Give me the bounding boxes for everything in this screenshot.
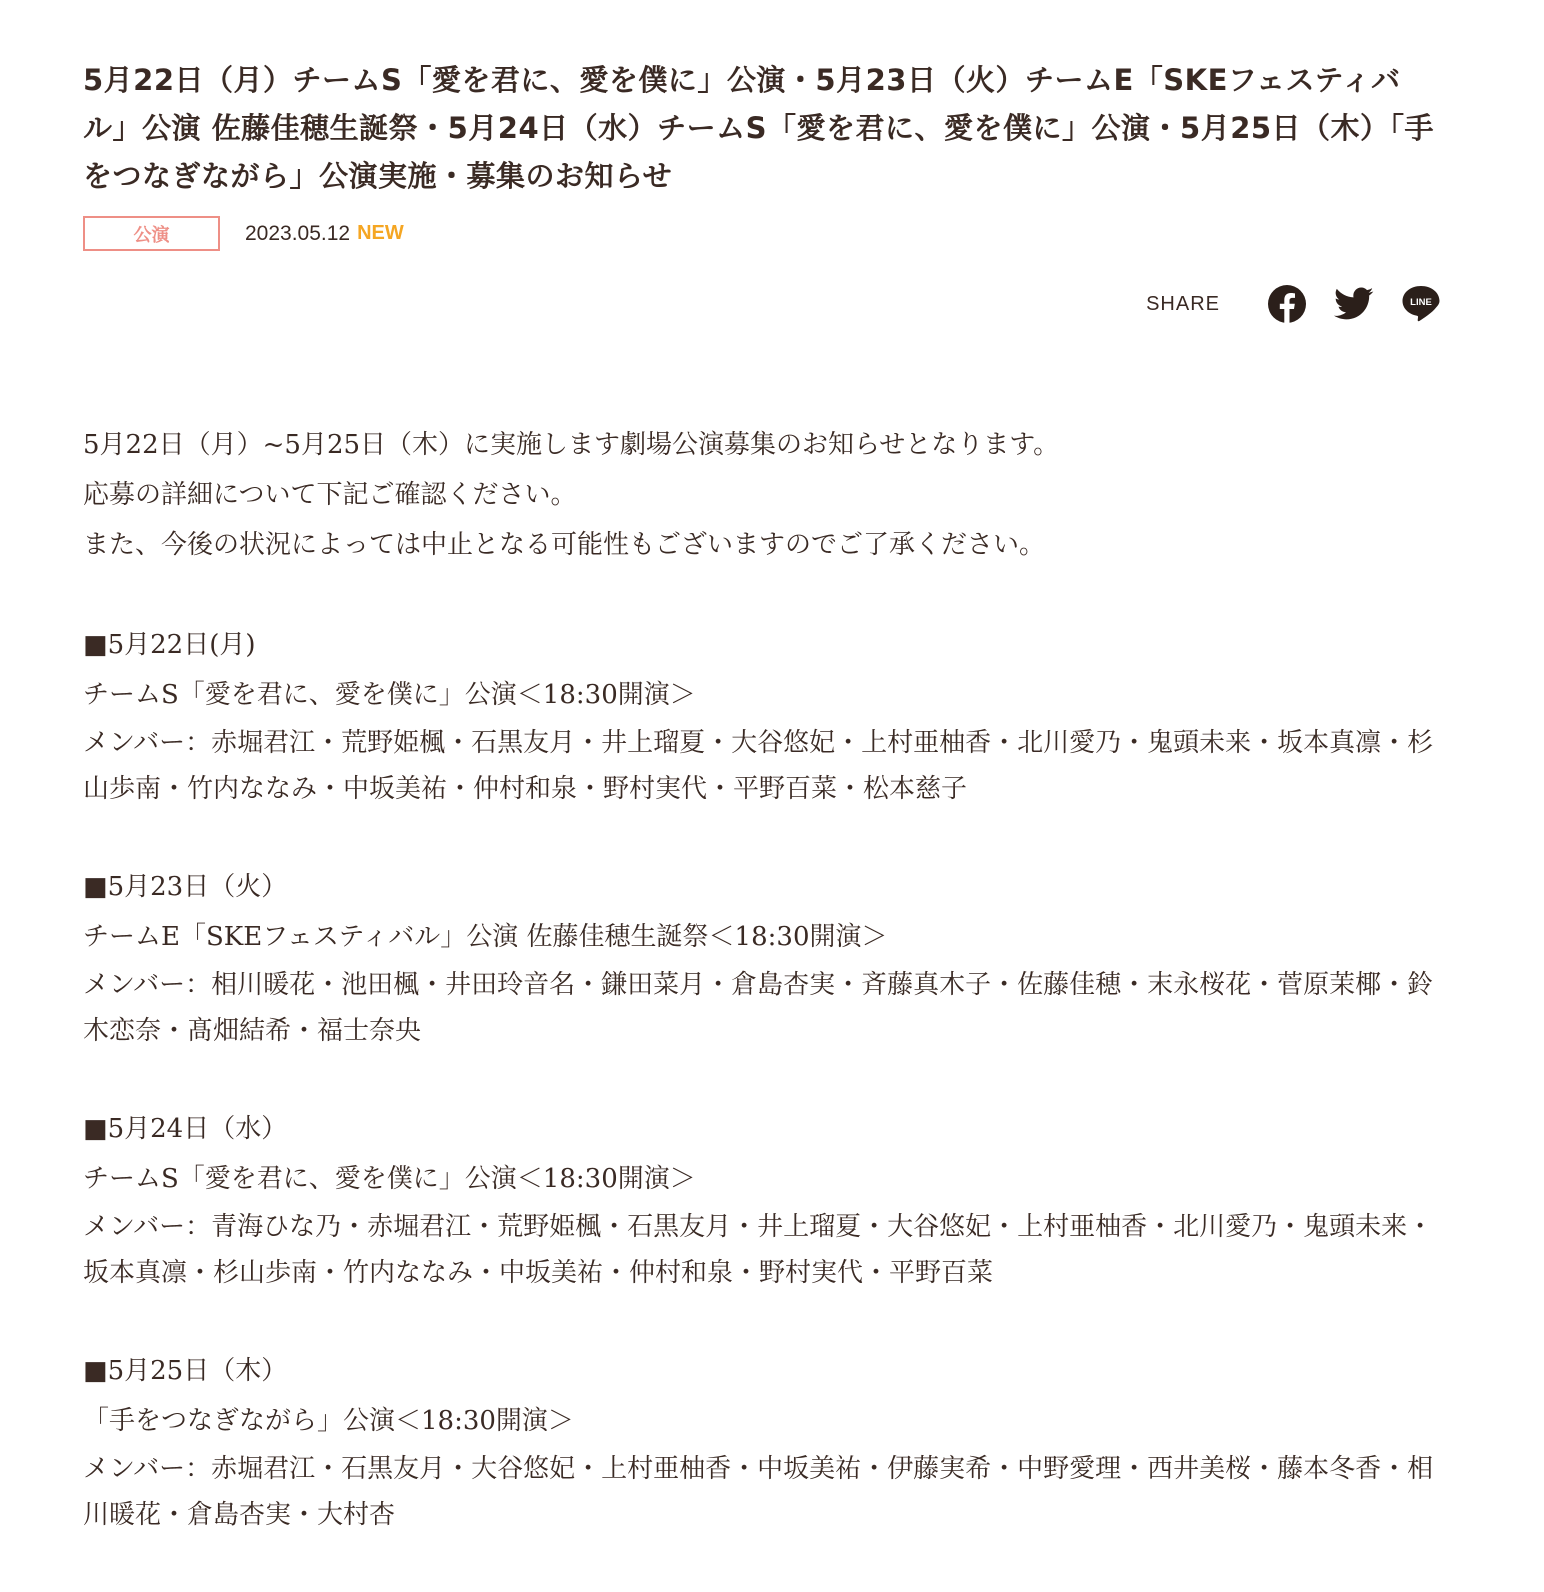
section-heading: ■5月23日（火） [83, 872, 288, 902]
show-title: チームS「愛を君に、愛を僕に」公演＜18:30開演＞ [83, 680, 696, 710]
twitter-icon [1334, 286, 1374, 322]
article-body [83, 420, 1443, 1538]
intro-line: 応募の詳細について下記ご確認ください。 [83, 480, 577, 510]
twitter-share-button[interactable] [1334, 284, 1374, 324]
line-share-button[interactable] [1401, 284, 1441, 324]
show-title: チームE「SKEフェスティバル」公演 佐藤佳穂生誕祭＜18:30開演＞ [83, 922, 888, 952]
performance-section [83, 1346, 1443, 1538]
facebook-icon [1267, 284, 1307, 324]
member-list: メンバー：青海ひな乃・赤堀君江・荒野姫楓・石黒友月・井上瑠夏・大谷悠妃・上村亜柚香・北川愛乃・鬼頭未来・坂本真凛・杉山歩南・竹内ななみ・中坂美祐・仲村和泉・野村実代・平野百菜 [83, 1212, 1434, 1288]
intro-line: また、今後の状況によっては中止となる可能性もございますのでご了承ください。 [83, 530, 1046, 560]
section-heading: ■5月24日（水） [83, 1114, 288, 1144]
category-tag[interactable]: 公演 [83, 216, 220, 251]
member-list: メンバー：赤堀君江・石黒友月・大谷悠妃・上村亜柚香・中坂美祐・伊藤実希・中野愛理・西井美桜・藤本冬香・相川暖花・倉島杏実・大村杏 [83, 1454, 1434, 1530]
intro-line: 5月22日（月）~5月25日（木）に実施します劇場公演募集のお知らせとなります。 [83, 430, 1060, 460]
section-heading: ■5月22日(月) [83, 630, 256, 660]
line-icon [1401, 284, 1441, 324]
facebook-share-button[interactable] [1267, 284, 1307, 324]
article-title: 5月22日（月）チームS「愛を君に、愛を僕に」公演・5月23日（火）チームE「SKEフェスティバル」公演 佐藤佳穂生誕祭・5月24日（水）チームS「愛を君に、愛を僕に」公演・5月25日（木）「手をつなぎながら」公演実施・募集のお知らせ [83, 63, 1435, 193]
article-date: 2023.05.12 [245, 221, 351, 245]
intro-block [83, 420, 1443, 570]
show-title: 「手をつなぎながら」公演＜18:30開演＞ [83, 1406, 574, 1436]
article-meta [83, 216, 404, 251]
performance-section [83, 862, 1443, 1054]
member-list: メンバー：相川暖花・池田楓・井田玲音名・鎌田菜月・倉島杏実・斉藤真木子・佐藤佳穂・末永桜花・菅原茉椰・鈴木恋奈・髙畑結希・福士奈央 [83, 970, 1434, 1046]
share-label: SHARE [1146, 292, 1220, 315]
performance-section [83, 1104, 1443, 1296]
performance-section [83, 620, 1443, 812]
line-icon-label: LINE [1410, 297, 1432, 308]
section-heading: ■5月25日（木） [83, 1356, 288, 1386]
member-list: メンバー：赤堀君江・荒野姫楓・石黒友月・井上瑠夏・大谷悠妃・上村亜柚香・北川愛乃・鬼頭未来・坂本真凛・杉山歩南・竹内ななみ・中坂美祐・仲村和泉・野村実代・平野百菜・松本慈子 [83, 728, 1434, 804]
show-title: チームS「愛を君に、愛を僕に」公演＜18:30開演＞ [83, 1164, 696, 1194]
new-badge: NEW [357, 222, 404, 244]
share-bar [1146, 284, 1441, 324]
